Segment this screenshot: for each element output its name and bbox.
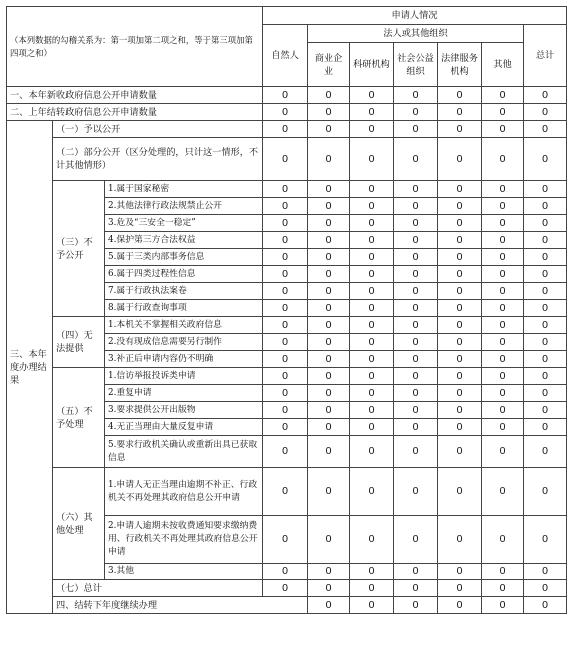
cell-value: 0 [524,516,567,564]
row-label: 7.属于行政执法案卷 [105,283,263,300]
cell-value: 0 [308,138,350,181]
cell-value: 0 [308,385,350,402]
cell-value: 0 [308,368,350,385]
row-label: 4.无正当理由大量反复申请 [105,419,263,436]
cell-value: 0 [263,181,308,198]
cell-value: 0 [394,580,438,597]
row-label: 1.属于国家秘密 [105,181,263,198]
table-row [7,104,567,121]
cell-value: 0 [263,283,308,300]
cell-value: 0 [394,317,438,334]
cell-value: 0 [482,468,524,516]
cell-value: 0 [394,198,438,215]
cell-value: 0 [524,300,567,317]
cell-value: 0 [350,215,394,232]
not-open-label: （三）不予公开 [53,181,105,317]
cell-value: 0 [438,419,482,436]
cell-value: 0 [394,436,438,468]
row-label: （一）予以公开 [53,121,263,138]
unable-label: （四）无法提供 [53,317,105,368]
cell-value: 0 [308,436,350,468]
cell-value: 0 [524,580,567,597]
row-label: 1.申请人无正当理由逾期不补正、行政机关不再处理其政府信息公开申请 [105,468,263,516]
cell-value: 0 [263,138,308,181]
business-header: 商业企业 [308,43,350,87]
cell-value: 0 [438,181,482,198]
cell-value: 0 [308,198,350,215]
cell-value: 0 [308,516,350,564]
cell-value: 0 [350,198,394,215]
cell-value: 0 [524,198,567,215]
cell-value: 0 [524,368,567,385]
cell-value: 0 [350,181,394,198]
row-label: 2.没有现成信息需要另行制作 [105,334,263,351]
cell-value: 0 [482,368,524,385]
table-row [7,317,567,334]
cell-value: 0 [482,232,524,249]
table-row [7,580,567,597]
cell-value: 0 [263,368,308,385]
cell-value: 0 [482,436,524,468]
cell-value: 0 [350,468,394,516]
cell-value: 0 [394,249,438,266]
header-row-1 [7,7,567,25]
cell-value: 0 [263,266,308,283]
cell-value: 0 [308,351,350,368]
cell-value: 0 [263,468,308,516]
cell-value: 0 [350,317,394,334]
public-org-header: 社会公益组织 [394,43,438,87]
cell-value: 0 [524,87,567,104]
cell-value: 0 [438,215,482,232]
cell-value: 0 [308,300,350,317]
cell-value: 0 [308,266,350,283]
cell-value: 0 [438,580,482,597]
cell-value: 0 [482,283,524,300]
cell-value: 0 [308,121,350,138]
cell-value: 0 [350,249,394,266]
cell-value: 0 [350,516,394,564]
cell-value: 0 [482,516,524,564]
cell-value: 0 [524,121,567,138]
table-row [7,597,567,614]
table-row [7,87,567,104]
cell-value: 0 [350,232,394,249]
cell-value: 0 [438,300,482,317]
cell-value: 0 [308,181,350,198]
cell-value: 0 [524,283,567,300]
cell-value: 0 [308,564,350,580]
cell-value: 0 [350,436,394,468]
cell-value: 0 [308,419,350,436]
cell-value: 0 [394,351,438,368]
cell-value: 0 [524,181,567,198]
cell-value: 0 [263,249,308,266]
cell-value: 0 [482,104,524,121]
cell-value: 0 [263,300,308,317]
row-label: 1.信访举报投诉类申请 [105,368,263,385]
cell-value: 0 [263,317,308,334]
cell-value: 0 [308,468,350,516]
cell-value: 0 [350,402,394,419]
cell-value: 0 [524,597,567,614]
cell-value: 0 [350,87,394,104]
row-label: 四、结转下年度继续办理 [53,597,308,614]
cell-value: 0 [308,597,350,614]
cell-value: 0 [524,402,567,419]
cell-value: 0 [438,351,482,368]
cell-value: 0 [394,266,438,283]
cell-value: 0 [350,121,394,138]
cell-value: 0 [394,181,438,198]
table-row [7,181,567,198]
cell-value: 0 [438,249,482,266]
cell-value: 0 [482,300,524,317]
cell-value: 0 [524,419,567,436]
cell-value: 0 [263,436,308,468]
cell-value: 0 [438,334,482,351]
reconciliation-note: （本列数据的勾稽关系为：第一项加第二项之和，等于第三项加第四项之和） [7,7,263,87]
cell-value: 0 [263,334,308,351]
cell-value: 0 [438,564,482,580]
cell-value: 0 [394,283,438,300]
cell-value: 0 [438,436,482,468]
cell-value: 0 [524,385,567,402]
cell-value: 0 [438,121,482,138]
cell-value: 0 [482,334,524,351]
cell-value: 0 [263,87,308,104]
cell-value: 0 [350,138,394,181]
cell-value: 0 [394,597,438,614]
cell-value: 0 [438,198,482,215]
cell-value: 0 [350,104,394,121]
cell-value: 0 [438,266,482,283]
cell-value: 0 [350,368,394,385]
cell-value: 0 [524,138,567,181]
row-label: 2.申请人逾期未按收费通知要求缴纳费用、行政机关不再处理其政府信息公开申请 [105,516,263,564]
cell-value: 0 [308,283,350,300]
not-processed-label: （五）不予处理 [53,368,105,468]
cell-value: 0 [263,402,308,419]
cell-value: 0 [308,317,350,334]
other-header: 其他 [482,43,524,87]
cell-value: 0 [308,334,350,351]
table-row [7,121,567,138]
cell-value: 0 [308,215,350,232]
cell-value: 0 [350,597,394,614]
cell-value: 0 [394,334,438,351]
cell-value: 0 [263,564,308,580]
cell-value: 0 [263,198,308,215]
cell-value: 0 [482,198,524,215]
cell-value: 0 [438,385,482,402]
cell-value: 0 [263,351,308,368]
cell-value: 0 [263,516,308,564]
cell-value: 0 [308,87,350,104]
total-header: 总计 [524,25,567,87]
cell-value: 0 [308,104,350,121]
row-label: 3.危及“三安全一稳定” [105,215,263,232]
cell-value: 0 [263,121,308,138]
cell-value: 0 [482,402,524,419]
row-label: 4.保护第三方合法权益 [105,232,263,249]
cell-value: 0 [350,283,394,300]
cell-value: 0 [394,87,438,104]
disclosure-statistics-table [6,6,567,614]
cell-value: 0 [524,215,567,232]
section3-label: 三、本年度办理结果 [7,121,53,614]
cell-value: 0 [482,121,524,138]
cell-value: 0 [438,368,482,385]
law-firm-header: 法律服务机构 [438,43,482,87]
cell-value: 0 [482,419,524,436]
cell-value: 0 [482,597,524,614]
cell-value: 0 [438,87,482,104]
cell-value: 0 [350,300,394,317]
cell-value: 0 [394,104,438,121]
cell-value: 0 [308,232,350,249]
cell-value: 0 [263,580,308,597]
cell-value: 0 [394,419,438,436]
cell-value: 0 [308,402,350,419]
cell-value: 0 [482,215,524,232]
research-header: 科研机构 [350,43,394,87]
row-label: 2.其他法律行政法规禁止公开 [105,198,263,215]
row-label: 3.其他 [105,564,263,580]
cell-value: 0 [394,516,438,564]
table-row [7,468,567,516]
cell-value: 0 [438,516,482,564]
cell-value: 0 [350,351,394,368]
cell-value: 0 [263,215,308,232]
cell-value: 0 [524,564,567,580]
cell-value: 0 [350,564,394,580]
cell-value: 0 [394,215,438,232]
cell-value: 0 [263,419,308,436]
cell-value: 0 [482,87,524,104]
cell-value: 0 [524,468,567,516]
cell-value: 0 [350,385,394,402]
table-row [7,138,567,181]
cell-value: 0 [394,564,438,580]
cell-value: 0 [438,232,482,249]
cell-value: 0 [438,317,482,334]
cell-value: 0 [350,266,394,283]
cell-value: 0 [394,468,438,516]
cell-value: 0 [263,232,308,249]
cell-value: 0 [438,283,482,300]
row-label: 8.属于行政查询事项 [105,300,263,317]
row-label: 二、上年结转政府信息公开申请数量 [7,104,263,121]
legal-entity-header: 法人或其他组织 [308,25,524,43]
cell-value: 0 [482,351,524,368]
cell-value: 0 [394,368,438,385]
cell-value: 0 [394,385,438,402]
cell-value: 0 [438,468,482,516]
row-label: 一、本年新收政府信息公开申请数量 [7,87,263,104]
cell-value: 0 [524,266,567,283]
cell-value: 0 [438,138,482,181]
cell-value: 0 [438,597,482,614]
cell-value: 0 [524,436,567,468]
row-label: 2.重复申请 [105,385,263,402]
cell-value: 0 [394,402,438,419]
cell-value: 0 [524,351,567,368]
cell-value: 0 [524,317,567,334]
row-label: （二）部分公开（区分处理的，只计这一情形，不计其他情形） [53,138,263,181]
cell-value: 0 [482,266,524,283]
row-label: 3.补正后申请内容仍不明确 [105,351,263,368]
cell-value: 0 [263,385,308,402]
cell-value: 0 [350,419,394,436]
cell-value: 0 [524,104,567,121]
cell-value: 0 [438,104,482,121]
row-label: 6.属于四类过程性信息 [105,266,263,283]
row-label: 3.要求提供公开出版物 [105,402,263,419]
cell-value: 0 [524,232,567,249]
cell-value: 0 [482,580,524,597]
cell-value: 0 [482,249,524,266]
cell-value: 0 [394,138,438,181]
row-label: 5.要求行政机关确认或重新出具已获取信息 [105,436,263,468]
row-label: 5.属于三类内部事务信息 [105,249,263,266]
cell-value: 0 [394,300,438,317]
cell-value: 0 [308,249,350,266]
row-label: 1.本机关不掌握相关政府信息 [105,317,263,334]
cell-value: 0 [350,580,394,597]
cell-value: 0 [394,232,438,249]
cell-value: 0 [394,121,438,138]
cell-value: 0 [482,181,524,198]
table-row [7,368,567,385]
cell-value: 0 [482,138,524,181]
cell-value: 0 [524,249,567,266]
cell-value: 0 [482,317,524,334]
cell-value: 0 [308,580,350,597]
cell-value: 0 [263,104,308,121]
natural-person-header: 自然人 [263,25,308,87]
cell-value: 0 [350,334,394,351]
row-label: （七）总计 [53,580,263,597]
cell-value: 0 [482,385,524,402]
cell-value: 0 [482,564,524,580]
other-processing-label: （六）其他处理 [53,468,105,580]
applicant-header: 申请人情况 [263,7,567,25]
cell-value: 0 [524,334,567,351]
cell-value: 0 [438,402,482,419]
